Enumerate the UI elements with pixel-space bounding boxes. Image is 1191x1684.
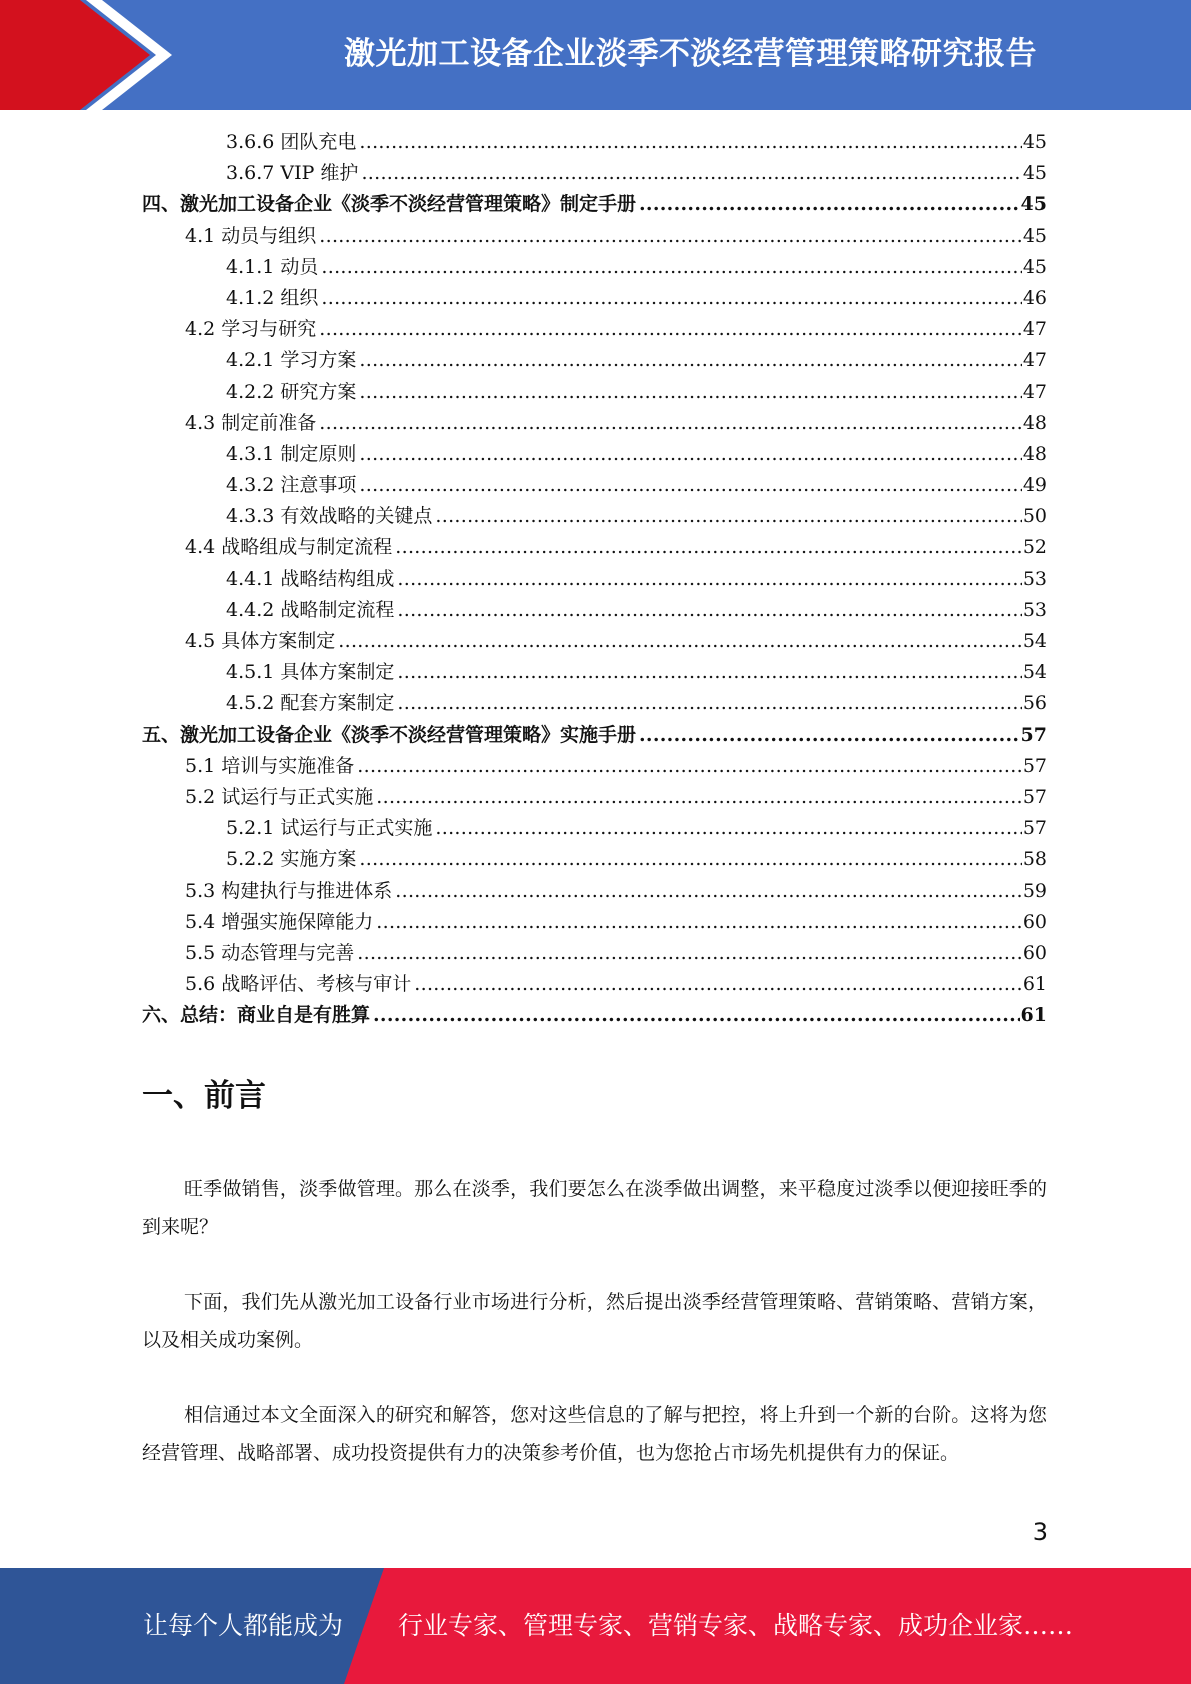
toc-dot-leader <box>376 907 1022 938</box>
toc-entry-page: 45 <box>1022 224 1047 247</box>
toc-entry[interactable] <box>142 907 1047 938</box>
toc-entry-page: 54 <box>1022 661 1047 684</box>
toc-dot-leader <box>376 782 1022 813</box>
toc-entry[interactable] <box>142 189 1047 220</box>
toc-entry-page: 48 <box>1022 411 1047 434</box>
toc-dot-leader <box>359 345 1021 376</box>
toc-entry-page: 46 <box>1022 286 1047 309</box>
toc-entry-page: 49 <box>1022 474 1047 497</box>
toc-entry-page: 57 <box>1022 785 1047 808</box>
toc-dot-leader <box>359 127 1021 158</box>
toc-entry[interactable] <box>142 377 1047 408</box>
toc-entry-label: 4.1.1 动员 <box>226 255 319 278</box>
toc-entry[interactable] <box>142 501 1047 532</box>
section-body <box>142 1170 1047 1509</box>
toc-dot-leader <box>397 688 1021 719</box>
toc-entry-label: 3.6.6 团队充电 <box>226 131 357 153</box>
toc-entry-label: 五、激光加工设备企业《淡季不淡经营管理策略》实施手册 <box>142 723 637 746</box>
paragraph-3: 相信通过本文全面深入的研究和解答，您对这些信息的了解与把控，将上升到一个新的台阶。这将为您经营管理、战略部署、成功投资提供有力的决策参考价值，也为您抢占市场先机提供有力的保证。 <box>142 1404 1047 1464</box>
toc-entry-label: 4.3 制定前准备 <box>185 411 317 434</box>
toc-entry[interactable] <box>142 751 1047 782</box>
footer-slogan-left: 让每个人都能成为 <box>143 1611 344 1640</box>
toc-dot-leader <box>319 221 1022 252</box>
toc-entry[interactable] <box>142 969 1047 1000</box>
toc-entry-label: 4.1.2 组织 <box>226 286 319 309</box>
toc-entry[interactable] <box>142 626 1047 657</box>
toc-entry[interactable] <box>142 532 1047 563</box>
footer-slogan-right: 行业专家、管理专家、营销专家、战略专家、成功企业家…… <box>398 1611 1074 1640</box>
toc-entry-page: 45 <box>1022 131 1047 153</box>
toc-dot-leader <box>639 189 1020 220</box>
toc-dot-leader <box>373 1000 1020 1031</box>
toc-entry-page: 52 <box>1022 536 1047 559</box>
toc-dot-leader <box>397 564 1021 595</box>
toc-dot-leader <box>319 314 1022 345</box>
toc-entry[interactable] <box>142 1000 1047 1031</box>
toc-entry-page: 47 <box>1022 380 1047 403</box>
toc-entry-label: 4.5 具体方案制定 <box>185 630 336 652</box>
toc-entry-label: 4.2 学习与研究 <box>185 318 317 341</box>
toc-entry[interactable] <box>142 564 1047 595</box>
toc-entry[interactable] <box>142 470 1047 501</box>
toc-entry-label: 4.4 战略组成与制定流程 <box>185 536 393 559</box>
toc-entry[interactable] <box>142 720 1047 751</box>
toc-entry-page: 61 <box>1022 973 1047 996</box>
report-title: 激光加工设备企业淡季不淡经营管理策略研究报告 <box>344 35 1037 72</box>
toc-entry-label: 4.5.2 配套方案制定 <box>226 692 395 715</box>
toc-entry-page: 60 <box>1022 910 1047 933</box>
toc-entry[interactable] <box>142 221 1047 252</box>
toc-dot-leader <box>321 283 1021 314</box>
toc-dot-leader <box>357 751 1022 782</box>
toc-dot-leader <box>359 470 1021 501</box>
paragraph-2: 下面，我们先从激光加工设备行业市场进行分析，然后提出淡季经营管理策略、营销策略、营销方案，以及相关成功案例。 <box>142 1291 1047 1351</box>
toc-entry-label: 5.4 增强实施保障能力 <box>185 910 374 933</box>
toc-entry[interactable] <box>142 252 1047 283</box>
toc-dot-leader <box>414 969 1022 1000</box>
toc-entry[interactable] <box>142 844 1047 875</box>
paragraph-1: 旺季做销售，淡季做管理。那么在淡季，我们要怎么在淡季做出调整，来平稳度过淡季以便迎接旺季的到来呢？ <box>142 1178 1047 1238</box>
toc-entry-label: 4.4.2 战略制定流程 <box>226 598 395 621</box>
toc-entry[interactable] <box>142 688 1047 719</box>
toc-entry-label: 5.2 试运行与正式实施 <box>185 785 374 808</box>
toc-entry-page: 60 <box>1022 941 1047 964</box>
toc-entry-label: 4.3.3 有效战略的关键点 <box>226 505 433 528</box>
toc-entry-page: 45 <box>1020 193 1047 216</box>
toc-dot-leader <box>395 532 1022 563</box>
red-chevron-shape <box>0 0 150 110</box>
toc-entry-label: 4.3.1 制定原则 <box>226 442 357 465</box>
toc-entry-page: 53 <box>1022 598 1047 621</box>
toc-dot-leader <box>395 876 1022 907</box>
toc-entry-label: 4.4.1 战略结构组成 <box>226 567 395 590</box>
toc-entry[interactable] <box>142 938 1047 969</box>
toc-entry-page: 45 <box>1022 255 1047 278</box>
toc-entry-label: 六、总结：商业自是有胜算 <box>142 1004 371 1027</box>
toc-entry-page: 57 <box>1022 754 1047 777</box>
toc-dot-leader <box>319 408 1022 439</box>
toc-entry-page: 61 <box>1020 1004 1047 1027</box>
toc-entry-label: 4.5.1 具体方案制定 <box>226 661 395 684</box>
toc-entry[interactable] <box>142 345 1047 376</box>
table-of-contents <box>142 127 1047 1031</box>
toc-dot-leader <box>361 158 1021 189</box>
toc-entry[interactable] <box>142 782 1047 813</box>
toc-entry[interactable] <box>142 439 1047 470</box>
toc-entry-label: 4.2.1 学习方案 <box>226 349 357 372</box>
toc-entry-label: 5.3 构建执行与推进体系 <box>185 879 393 902</box>
toc-dot-leader <box>357 938 1022 969</box>
toc-entry-page: 45 <box>1022 162 1047 185</box>
toc-entry-page: 50 <box>1022 505 1047 528</box>
toc-dot-leader <box>397 595 1021 626</box>
toc-entry[interactable] <box>142 314 1047 345</box>
toc-entry-page: 53 <box>1022 567 1047 590</box>
toc-dot-leader <box>435 501 1021 532</box>
toc-dot-leader <box>321 252 1021 283</box>
toc-dot-leader <box>359 377 1021 408</box>
toc-entry-label: 3.6.7 VIP 维护 <box>226 162 359 185</box>
toc-entry-page: 59 <box>1022 879 1047 902</box>
toc-entry-label: 5.6 战略评估、考核与审计 <box>185 973 412 996</box>
page-footer <box>0 1568 1191 1684</box>
toc-dot-leader <box>359 439 1021 470</box>
toc-dot-leader <box>639 720 1020 751</box>
toc-entry-label: 4.2.2 研究方案 <box>226 380 357 403</box>
toc-entry-label: 5.2.2 实施方案 <box>226 848 357 871</box>
toc-dot-leader <box>359 844 1021 875</box>
toc-entry-page: 58 <box>1022 848 1047 871</box>
toc-entry-page: 57 <box>1020 723 1047 746</box>
toc-dot-leader <box>338 626 1022 657</box>
section-heading: 一、前言 <box>142 1078 266 1114</box>
toc-entry[interactable] <box>142 283 1047 314</box>
toc-entry-page: 54 <box>1022 630 1047 652</box>
toc-entry-label: 5.2.1 试运行与正式实施 <box>226 817 433 840</box>
toc-entry-page: 56 <box>1022 692 1047 715</box>
toc-entry-page: 57 <box>1022 817 1047 840</box>
toc-entry-label: 四、激光加工设备企业《淡季不淡经营管理策略》制定手册 <box>142 193 637 216</box>
toc-entry-label: 4.3.2 注意事项 <box>226 474 357 497</box>
toc-entry-page: 47 <box>1022 349 1047 372</box>
toc-entry-label: 4.1 动员与组织 <box>185 224 317 247</box>
toc-dot-leader <box>435 813 1021 844</box>
header-chevron-decoration <box>0 0 200 110</box>
toc-entry[interactable] <box>142 813 1047 844</box>
page-header <box>0 0 1191 110</box>
toc-entry-page: 47 <box>1022 318 1047 341</box>
toc-entry[interactable] <box>142 127 1047 158</box>
toc-entry[interactable] <box>142 158 1047 189</box>
toc-entry-label: 5.1 培训与实施准备 <box>185 754 355 777</box>
toc-entry[interactable] <box>142 876 1047 907</box>
toc-entry[interactable] <box>142 595 1047 626</box>
toc-entry[interactable] <box>142 657 1047 688</box>
toc-entry-label: 5.5 动态管理与完善 <box>185 941 355 964</box>
toc-dot-leader <box>397 657 1021 688</box>
toc-entry-page: 48 <box>1022 442 1047 465</box>
page-number: 3 <box>1032 1518 1048 1546</box>
toc-entry[interactable] <box>142 408 1047 439</box>
